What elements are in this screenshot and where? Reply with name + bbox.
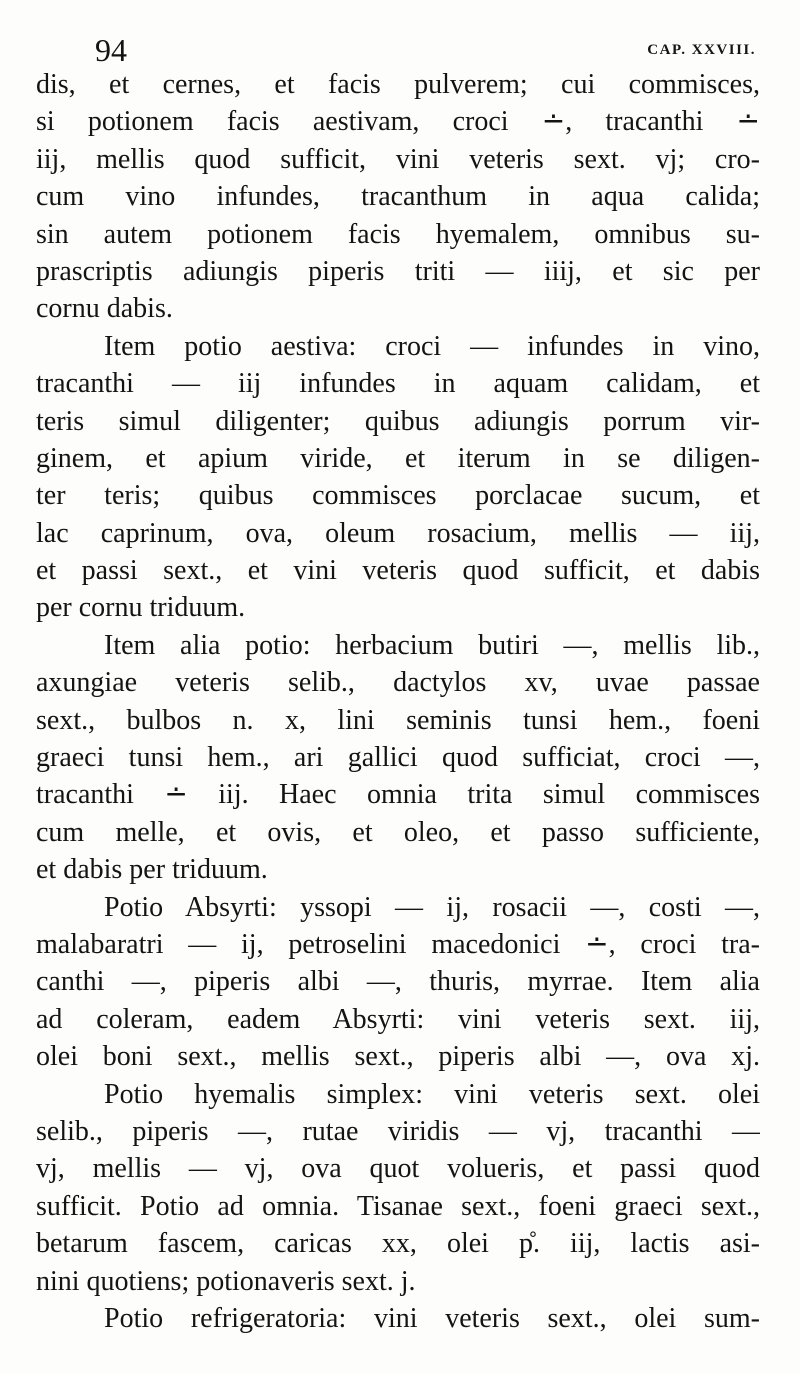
text-line: graeci tunsi hem., ari gallici quod sufficiat, croci —, — [36, 742, 760, 774]
text-line: betarum fascem, caricas xx, olei p̊. iij, lactis asi- — [36, 1228, 760, 1260]
text-line: sext., bulbos n. x, lini seminis tunsi hem., foeni — [36, 704, 760, 736]
text-line: ad coleram, eadem Absyrti: vini veteris sext. iij, — [36, 1003, 760, 1035]
text-line: cum melle, et ovis, et oleo, et passo sufficiente, — [36, 816, 760, 848]
paragraph-start-line: Potio hyemalis simplex: vini veteris sext. olei — [104, 1078, 760, 1110]
text-line: cornu dabis. — [36, 293, 173, 325]
text-line: canthi —, piperis albi —, thuris, myrrae. Item alia — [36, 966, 760, 998]
text-line: sufficit. Potio ad omnia. Tisanae sext., foeni graeci sext., — [36, 1190, 760, 1222]
text-line: malabaratri — ij, petroselini macedonici ∸, croci tra- — [36, 928, 760, 960]
text-line: selib., piperis —, rutae viridis — vj, tracanthi — — [36, 1115, 760, 1147]
page-number: 94 — [95, 32, 127, 68]
text-line: sin autem potionem facis hyemalem, omnibus su- — [36, 218, 760, 250]
text-line: prascriptis adiungis piperis triti — iiij, et sic per — [36, 255, 760, 287]
page-header — [95, 30, 756, 70]
text-line: teris simul diligenter; quibus adiungis porrum vir- — [36, 405, 760, 437]
text-line: axungiae veteris selib., dactylos xv, uvae passae — [36, 667, 760, 699]
paragraph-start-line: Potio Absyrti: yssopi — ij, rosacii —, costi —, — [104, 891, 760, 923]
text-line: et passi sext., et vini veteris quod sufficit, et dabis — [36, 555, 760, 587]
paragraph-start-line: Potio refrigeratoria: vini veteris sext., olei sum- — [104, 1302, 760, 1334]
text-line: dis, et cernes, et facis pulverem; cui commisces, — [36, 69, 760, 100]
running-head: CAP. XXVIII. — [647, 42, 756, 58]
text-line: ter teris; quibus commisces porclacae sucum, et — [36, 480, 760, 512]
paragraph-start-line: Item alia potio: herbacium butiri —, mellis lib., — [104, 629, 760, 661]
paragraph-start-line: Item potio aestiva: croci — infundes in vino, — [104, 330, 760, 362]
text-line: vj, mellis — vj, ova quot volueris, et passi quod — [36, 1153, 760, 1185]
text-line: iij, mellis quod sufficit, vini veteris sext. vj; cro- — [36, 143, 760, 175]
text-line: si potionem facis aestivam, croci ∸, tracanthi ∸ — [36, 106, 760, 138]
text-line: olei boni sext., mellis sext., piperis albi —, ova xj. — [36, 1041, 760, 1073]
text-line: per cornu triduum. — [36, 592, 246, 624]
text-line: ginem, et apium viride, et iterum in se diligen- — [36, 442, 760, 474]
text-line: tracanthi — iij infundes in aquam calidam, et — [36, 368, 760, 400]
text-line: lac caprinum, ova, oleum rosacium, mellis — iij, — [36, 517, 760, 549]
text-line: nini quotiens; potionaveris sext. j. — [36, 1265, 416, 1297]
body-text — [36, 66, 760, 1337]
text-line: et dabis per triduum. — [36, 854, 268, 886]
text-line: tracanthi ∸ iij. Haec omnia trita simul commisces — [36, 779, 760, 811]
text-line: cum vino infundes, tracanthum in aqua calida; — [36, 181, 760, 213]
